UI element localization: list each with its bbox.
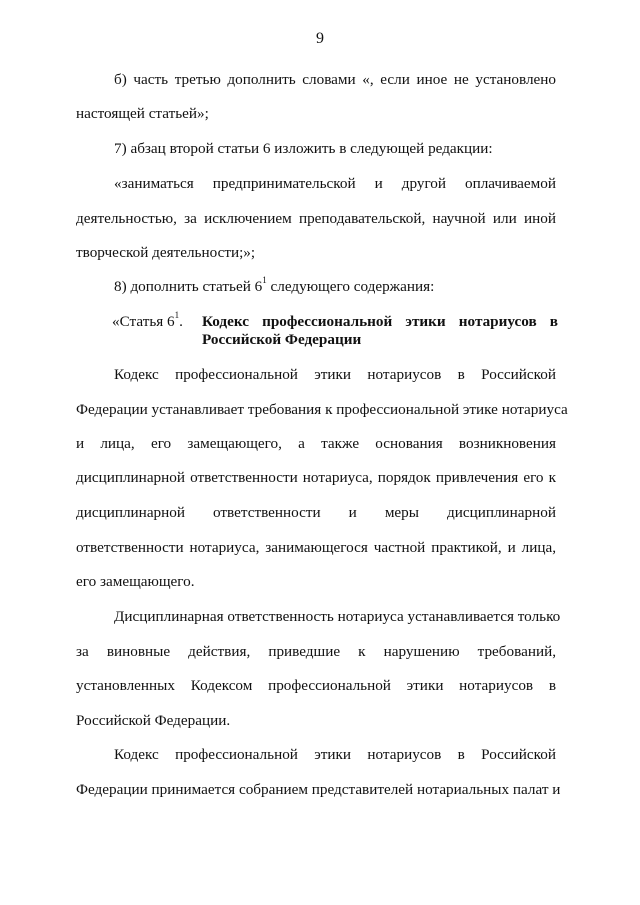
text-line: «заниматься предпринимательской и другой оплачиваемой: [114, 175, 556, 192]
text-line: его замещающего.: [76, 573, 195, 590]
page-number: 9: [316, 30, 324, 47]
text-line: творческой деятельности;»;: [76, 244, 256, 261]
text-line: Кодекс профессиональной этики нотариусов в Российской: [114, 746, 556, 763]
text-line: Кодекс профессиональной этики нотариусов в Российской: [114, 366, 556, 383]
text-line: Дисциплинарная ответственность нотариуса устанавливается только: [114, 608, 561, 625]
text-line: и лица, его замещающего, а также основания возникновения: [76, 435, 556, 452]
text-line: дисциплинарной ответственности нотариуса, порядок привлечения его к: [76, 469, 556, 486]
text-line: установленных Кодексом профессиональной этики нотариусов в: [76, 677, 556, 694]
article-label: «Статья $6^1$.: [112, 310, 183, 330]
text-line: 7) абзац второй статьи 6 изложить в следующей редакции:: [114, 140, 493, 157]
text-line: за виновные действия, приведшие к нарушению требований,: [76, 643, 556, 660]
text-line: ответственности нотариуса, занимающегося частной практикой, и лица,: [76, 539, 556, 556]
text-line: деятельностью, за исключением преподавательской, научной или иной: [76, 210, 556, 227]
text-line: настоящей статьей»;: [76, 105, 209, 122]
text-line-with-superscript: 8) дополнить статьей $6^1$ следующего содержания:: [114, 275, 435, 295]
text-line: Российской Федерации.: [76, 712, 231, 729]
text-line: Федерации принимается собранием представителей нотариальных палат и: [76, 781, 561, 798]
text-line: б) часть третью дополнить словами «, если иное не установлено: [114, 71, 556, 88]
text-line: дисциплинарной ответственности и меры дисциплинарной: [76, 504, 556, 521]
text-line: Федерации устанавливает требования к профессиональной этике нотариуса: [76, 401, 568, 418]
article-title: Кодекс профессиональной этики нотариусов в Российской Федерации: [202, 313, 558, 348]
